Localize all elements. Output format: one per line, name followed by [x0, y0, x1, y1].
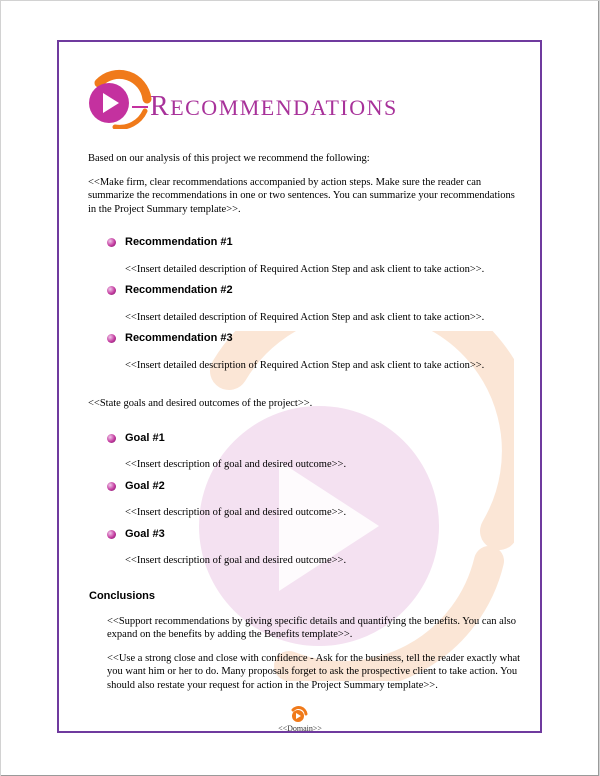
- intro-text: Based on our analysis of this project we recommend the following:: [88, 153, 370, 164]
- goal-3-heading: Goal #3: [125, 528, 165, 540]
- goal-1-text: <<Insert description of goal and desired outcome>>.: [125, 459, 347, 470]
- goal-2-heading: Goal #2: [125, 480, 165, 492]
- footer-logo: [290, 706, 308, 723]
- bullet-icon: [107, 286, 116, 295]
- recommendation-2-text: <<Insert detailed description of Required Action Step and ask client to take action>>.: [125, 312, 485, 323]
- instruction-text: <<Make firm, clear recommendations accompanied by action steps. Make sure the reader can summarize the recommendations in one or two sentences. You can summarize your recommendations in the Project Summary template>>.: [88, 177, 515, 215]
- company-logo: [85, 69, 153, 129]
- recommendation-2-heading: Recommendation #2: [125, 284, 233, 296]
- conclusions-heading: Conclusions: [89, 590, 156, 602]
- goals-intro-text: <<State goals and desired outcomes of the project>>.: [88, 398, 313, 409]
- recommendation-3-heading: Recommendation #3: [125, 332, 233, 344]
- recommendation-1-text: <<Insert detailed description of Required Action Step and ask client to take action>>.: [125, 264, 485, 275]
- conclusions-paragraph-2: <<Use a strong close and close with confidence - Ask for the business, tell the reader exactly what you want him or her to do. Many proposals forget to ask the prospective client to take action. You should also restate your request for action in the Project Summary template>>.: [107, 653, 521, 691]
- bullet-icon: [107, 482, 116, 491]
- bullet-icon: [107, 238, 116, 247]
- bullet-icon: [107, 530, 116, 539]
- bullet-icon: [107, 334, 116, 343]
- recommendation-3-text: <<Insert detailed description of Required Action Step and ask client to take action>>.: [125, 360, 485, 371]
- recommendation-1-heading: Recommendation #1: [125, 236, 233, 248]
- footer-domain: <<Domain>>: [278, 724, 322, 733]
- title-rule: [132, 106, 148, 108]
- conclusions-paragraph-1: <<Support recommendations by giving specific details and quantifying the benefits. You can also expand on the benefits by adding the Benefits template>>.: [107, 616, 517, 641]
- bullet-icon: [107, 434, 116, 443]
- goal-1-heading: Goal #1: [125, 432, 165, 444]
- page-title: RECOMMENDATIONS: [150, 91, 398, 122]
- goal-3-text: <<Insert description of goal and desired outcome>>.: [125, 555, 347, 566]
- document-page: [1, 1, 599, 776]
- goal-2-text: <<Insert description of goal and desired outcome>>.: [125, 507, 347, 518]
